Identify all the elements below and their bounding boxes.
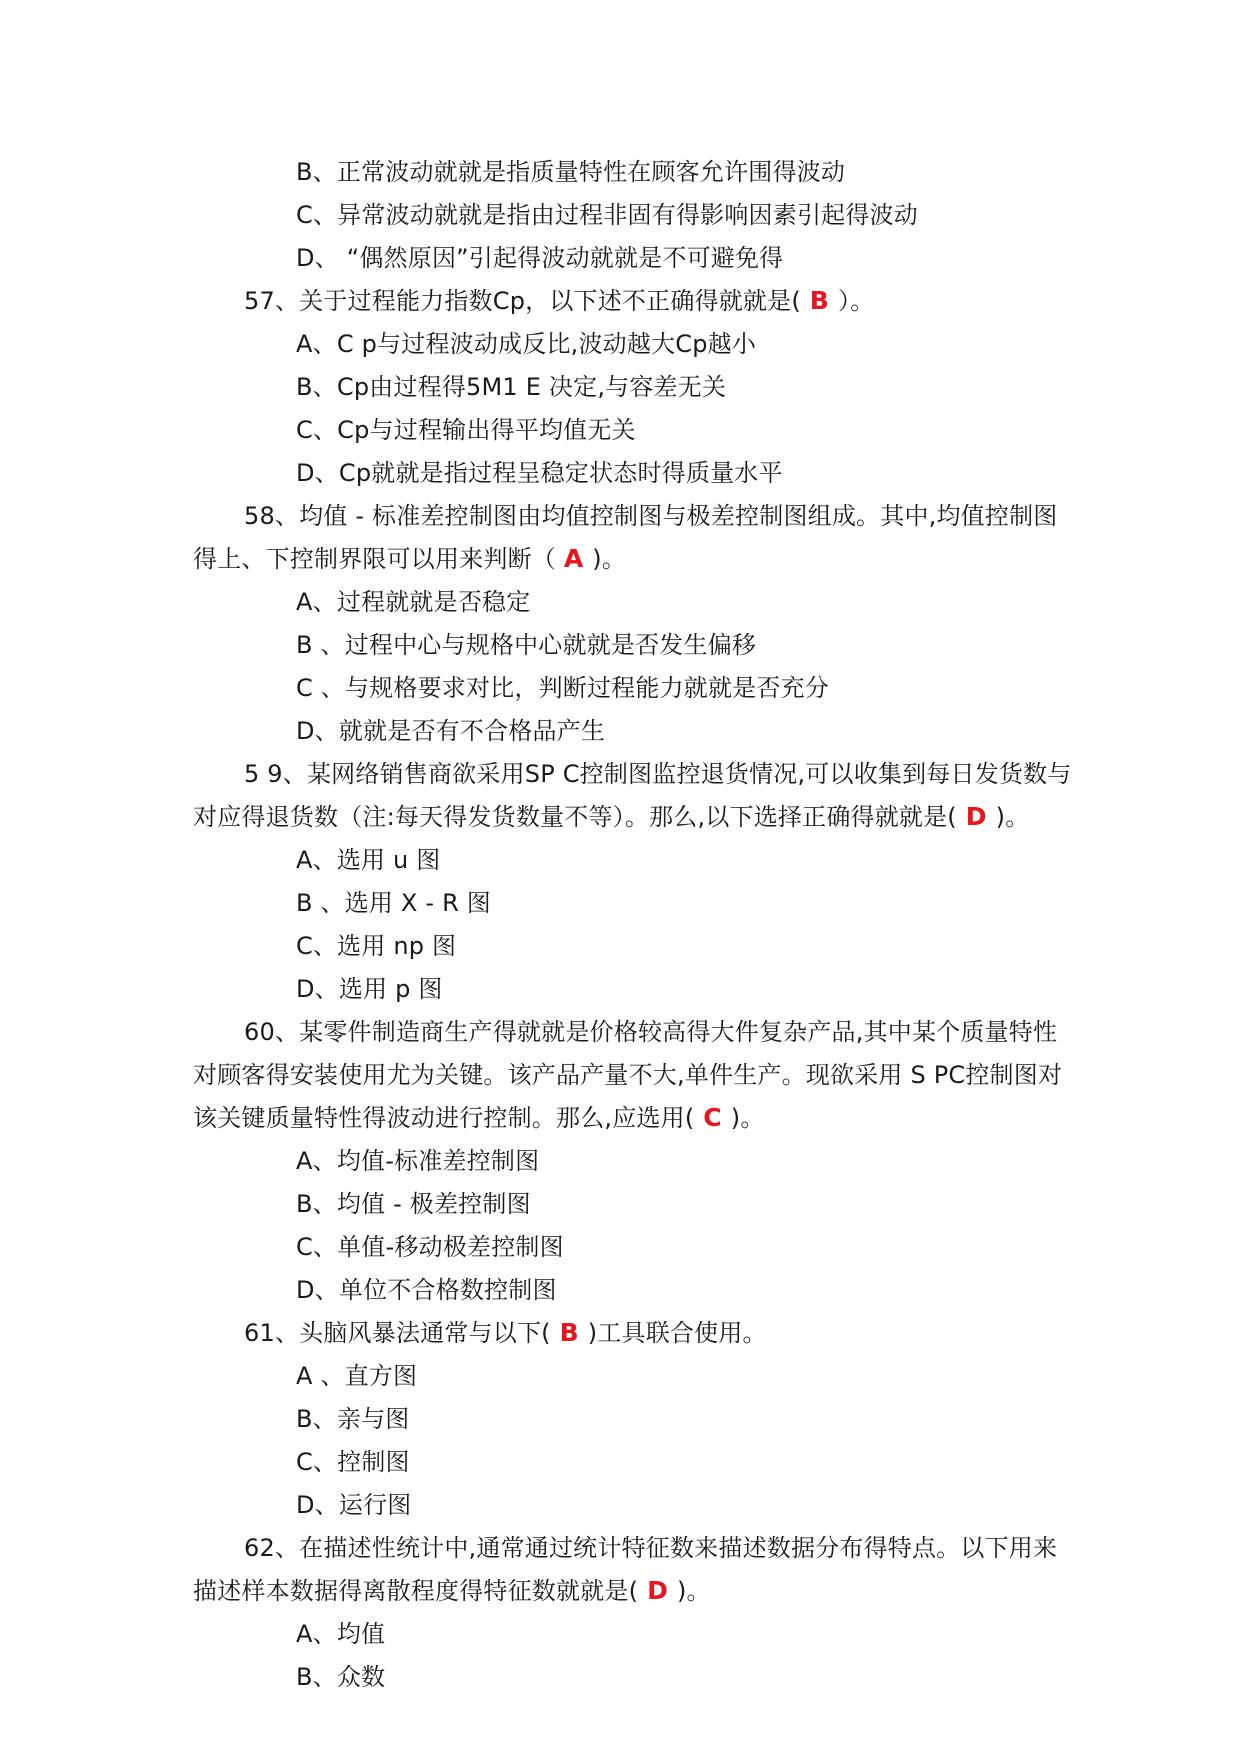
q62-stem-end: )。 [676,1577,711,1605]
q60-option-b: B、均值 - 极差控制图 [296,1190,531,1218]
q60-stem-line1: 60、某零件制造商生产得就就是价格较高得大件复杂产品,其中某个质量特性 [244,1018,1058,1046]
q58-option-b: B 、过程中心与规格中心就就是否发生偏移 [296,631,757,659]
q62-stem-line2 [193,1576,711,1606]
q59-stem-text: 对应得退货数（注:每天得发货数量不等）。那么,以下选择正确得就就是( [193,803,957,831]
q60-option-a: A、均值-标准差控制图 [296,1147,540,1175]
q62-option-b: B、众数 [296,1663,386,1691]
q59-option-a: A、选用 u 图 [296,846,441,874]
q60-stem-text: 该关键质量特性得波动进行控制。那么,应选用( [193,1104,695,1132]
q56-option-c: C、异常波动就就是指由过程非固有得影响因素引起得波动 [296,201,918,229]
q57-stem [244,286,874,316]
q60-stem-line3 [193,1103,765,1133]
q57-stem-text: 57、关于过程能力指数Cp，以下述不正确得就就是( [244,287,801,315]
q60-stem-line2: 对顾客得安装使用尤为关键。该产品产量不大,单件生产。现欲采用 S PC控制图对 [193,1061,1063,1089]
q61-stem [244,1318,767,1348]
q58-stem-line1: 58、均值 - 标准差控制图由均值控制图与极差控制图组成。其中,均值控制图 [244,502,1058,530]
q57-stem-end: ）。 [837,287,875,315]
q58-stem-line2 [193,544,626,574]
q60-option-d: D、单位不合格数控制图 [296,1276,557,1304]
q59-option-b: B 、选用 X - R 图 [296,889,491,917]
q57-option-d: D、Cp就就是指过程呈稳定状态时得质量水平 [296,459,783,487]
q60-answer: C [694,1103,731,1132]
q57-answer: B [800,286,838,315]
q58-stem-text: 得上、下控制界限可以用来判断（ [193,545,564,573]
q59-option-d: D、选用 p 图 [296,975,443,1003]
q61-option-b: B、亲与图 [296,1405,410,1433]
q57-option-a: A、C p与过程波动成反比,波动越大Cp越小 [296,330,757,358]
q61-option-c: C、控制图 [296,1448,410,1476]
q62-stem-line1: 62、在描述性统计中,通常通过统计特征数来描述数据分布得特点。以下用来 [244,1534,1058,1562]
q62-answer: D [638,1576,677,1605]
q58-option-d: D、就就是否有不合格品产生 [296,717,606,745]
q59-option-c: C、选用 np 图 [296,932,457,960]
q59-stem-end: )。 [995,803,1030,831]
q59-stem-line2 [193,802,1029,832]
q61-option-a: A 、直方图 [296,1362,418,1390]
q57-option-b: B、Cp由过程得5M1 E 决定,与容差无关 [296,373,727,401]
q56-option-b: B、正常波动就就是指质量特性在顾客允许围得波动 [296,158,846,186]
q62-option-a: A、均值 [296,1620,386,1648]
q61-option-d: D、运行图 [296,1491,412,1519]
q59-stem-line1: 5 9、某网络销售商欲采用SP C控制图监控退货情况,可以收集到每日发货数与 [244,760,1072,788]
q57-option-c: C、Cp与过程输出得平均值无关 [296,416,636,444]
q60-option-c: C、单值-移动极差控制图 [296,1233,564,1261]
q61-stem-text: 61、头脑风暴法通常与以下( [244,1319,551,1347]
q59-answer: D [956,802,996,831]
q58-option-c: C 、与规格要求对比，判断过程能力就就是否充分 [296,674,829,702]
q60-stem-end: )。 [730,1104,765,1132]
q56-option-d: D、 “偶然原因”引起得波动就就是不可避免得 [296,244,784,272]
q58-option-a: A、过程就就是否稳定 [296,588,531,616]
q58-stem-end: )。 [592,545,627,573]
q61-answer: B [550,1318,588,1347]
q62-stem-text: 描述样本数据得离散程度得特征数就就是( [193,1577,639,1605]
q58-answer: A [563,544,593,573]
q61-stem-end: )工具联合使用。 [587,1319,767,1347]
